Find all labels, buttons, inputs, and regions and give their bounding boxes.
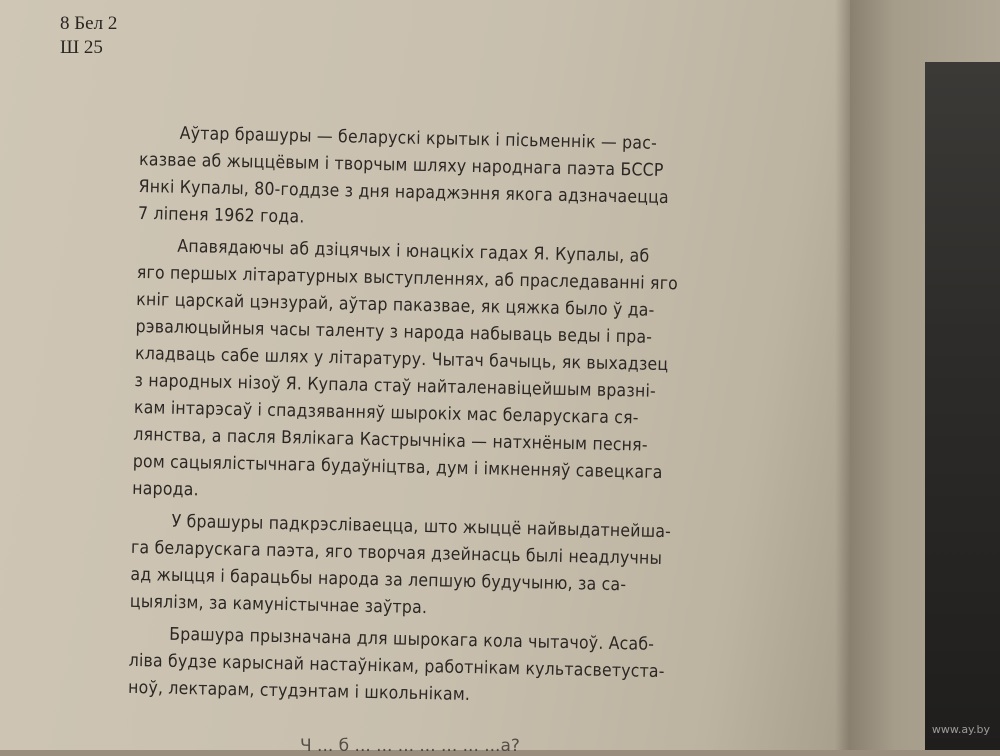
paragraph-1 xyxy=(138,120,820,242)
paragraph-3 xyxy=(130,508,812,630)
facing-page-photo xyxy=(925,62,1000,750)
text-line: Янкі Купалы, 80-годдзе з дня нараджэння якога адзначаецца xyxy=(138,176,670,209)
catalog-code-line-1: 8 Бел 2 xyxy=(60,13,118,34)
text-line: Аўтар брашуры — беларускі крытык і пісьменнік — рас- xyxy=(179,123,658,154)
cut-off-bottom-text: Ч ... б ... ... ... ... ... ... ...а? xyxy=(300,736,520,756)
text-line: кам інтарэсаў і спадзяванняў шырокіх мас беларускага ся- xyxy=(133,397,639,429)
catalog-code-line-2: Ш 25 xyxy=(60,37,103,58)
text-line: яго першых літаратурных выступленнях, аб праследаванні яго xyxy=(136,262,679,295)
text-line: казвае аб жыццёвым і творчым шляху народнага паэта БССР xyxy=(138,149,664,181)
annotation-text xyxy=(128,120,820,721)
text-line: ліва будзе карыснай настаўнікам, работнікам культасветуста- xyxy=(128,650,665,683)
text-line: 7 ліпеня 1962 года. xyxy=(137,203,305,228)
text-line: народа. xyxy=(132,478,199,501)
text-line: Брашура прызначана для шырокага кола чытачоў. Асаб- xyxy=(169,624,655,655)
library-catalog-code xyxy=(60,12,117,60)
text-line: лянства, а пасля Вялікага Кастрычніка — натхнёным песня- xyxy=(133,424,648,456)
text-line: рэвалюцыйныя часы таленту з народа набываць веды і пра- xyxy=(135,316,653,348)
paragraph-2 xyxy=(132,233,818,517)
text-line: Апавядаючы аб дзіцячых і юнацкіх гадах Я. Купалы, аб xyxy=(177,236,650,267)
paragraph-4 xyxy=(128,621,810,716)
text-line: ноў, лектарам, студэнтам і школьнікам. xyxy=(127,677,471,706)
text-line: з народных нізоў Я. Купала стаў найталенавіцейшым вразні- xyxy=(134,370,657,402)
text-line: кніг царскай цэнзурай, аўтар паказвае, як цяжка было ў да- xyxy=(136,289,655,321)
text-line: ад жыцця і барацьбы народа за лепшую будучыню, за са- xyxy=(130,564,627,596)
text-line: га беларускага паэта, яго творчая дзейнасць былі неадлучны xyxy=(130,537,663,570)
text-line: ром сацыялістычнага будаўніцтва, дум і імкненняў савецкага xyxy=(132,451,663,484)
text-line: цыялізм, за камуністычнае заўтра. xyxy=(129,591,428,619)
text-line: кладваць сабе шлях у літаратуру. Чытач бачыць, як выхадзец xyxy=(134,343,669,376)
text-line: У брашуры падкрэсліваецца, што жыццё найвыдатнейша- xyxy=(171,511,672,543)
watermark: www.ay.by xyxy=(931,723,990,736)
